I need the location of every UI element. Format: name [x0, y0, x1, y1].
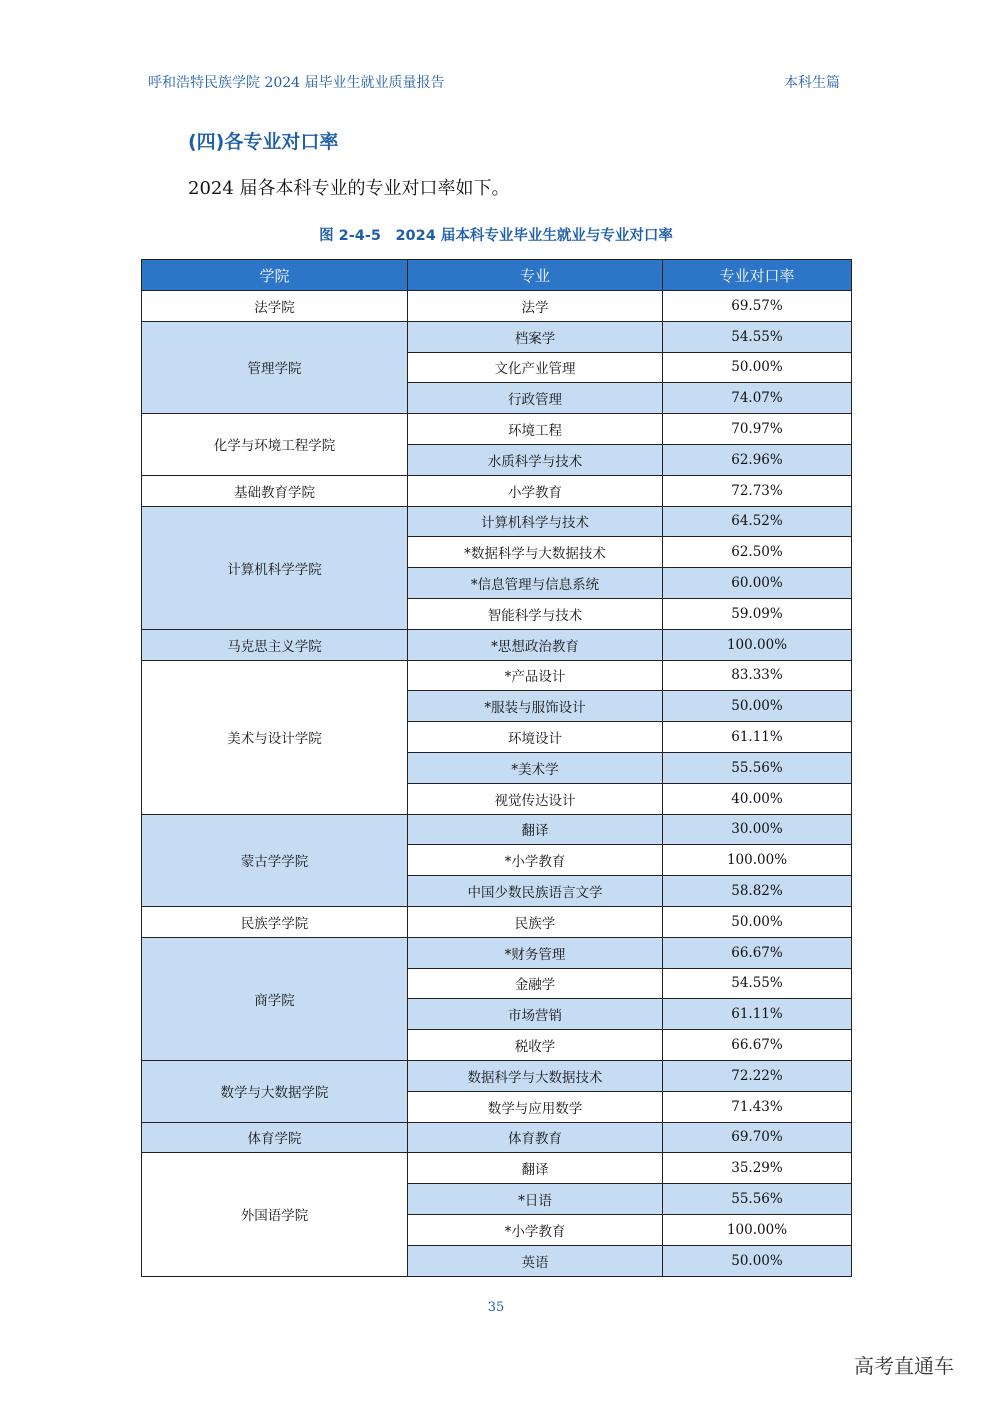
table-row	[142, 414, 852, 445]
major-cell: *信息管理与信息系统	[408, 568, 663, 599]
rate-cell: 72.22%	[663, 1060, 852, 1091]
major-cell: 数据科学与大数据技术	[408, 1060, 663, 1091]
column-header-major: 专业	[408, 260, 663, 291]
rate-cell: 66.67%	[663, 937, 852, 968]
college-cell: 基础教育学院	[142, 475, 408, 506]
college-cell: 民族学学院	[142, 906, 408, 937]
rate-cell: 35.29%	[663, 1153, 852, 1184]
rate-cell: 100.00%	[663, 845, 852, 876]
college-cell: 外国语学院	[142, 1153, 408, 1276]
major-cell: 计算机科学与技术	[408, 506, 663, 537]
major-cell: 中国少数民族语言文学	[408, 876, 663, 907]
major-cell: 小学教育	[408, 475, 663, 506]
table-row	[142, 475, 852, 506]
rate-cell: 58.82%	[663, 876, 852, 907]
major-cell: 环境设计	[408, 722, 663, 753]
major-cell: 智能科学与技术	[408, 598, 663, 629]
major-cell: 水质科学与技术	[408, 444, 663, 475]
table-row	[142, 321, 852, 352]
table-row	[142, 1060, 852, 1091]
major-cell: *小学教育	[408, 845, 663, 876]
table-row	[142, 660, 852, 691]
rate-cell: 50.00%	[663, 352, 852, 383]
running-header-section: 本科生篇	[784, 75, 840, 91]
major-cell: *数据科学与大数据技术	[408, 537, 663, 568]
rate-cell: 60.00%	[663, 568, 852, 599]
rate-cell: 64.52%	[663, 506, 852, 537]
college-cell: 蒙古学学院	[142, 814, 408, 906]
table-row	[142, 814, 852, 845]
major-cell: *产品设计	[408, 660, 663, 691]
major-cell: *日语	[408, 1184, 663, 1215]
table-row	[142, 629, 852, 660]
rate-cell: 100.00%	[663, 629, 852, 660]
rate-cell: 54.55%	[663, 968, 852, 999]
section-title: (四)各专业对口率	[188, 131, 339, 153]
major-cell: 行政管理	[408, 383, 663, 414]
rate-cell: 50.00%	[663, 1245, 852, 1276]
rate-cell: 61.11%	[663, 999, 852, 1030]
rate-cell: 61.11%	[663, 722, 852, 753]
major-cell: *思想政治教育	[408, 629, 663, 660]
college-cell: 美术与设计学院	[142, 660, 408, 814]
watermark-text: 高考直通车	[854, 1354, 954, 1378]
rate-cell: 69.57%	[663, 291, 852, 322]
rate-cell: 30.00%	[663, 814, 852, 845]
column-header-rate: 专业对口率	[663, 260, 852, 291]
intro-paragraph: 2024 届各本科专业的专业对口率如下。	[188, 178, 510, 199]
college-cell: 管理学院	[142, 321, 408, 413]
major-cell: *服装与服饰设计	[408, 691, 663, 722]
major-cell: 税收学	[408, 1030, 663, 1061]
major-cell: 翻译	[408, 814, 663, 845]
major-cell: 视觉传达设计	[408, 783, 663, 814]
rate-cell: 50.00%	[663, 906, 852, 937]
college-cell: 体育学院	[142, 1122, 408, 1153]
major-cell: 数学与应用数学	[408, 1091, 663, 1122]
rate-cell: 83.33%	[663, 660, 852, 691]
major-cell: 英语	[408, 1245, 663, 1276]
table-row	[142, 1122, 852, 1153]
rate-cell: 55.56%	[663, 1184, 852, 1215]
table-header-row	[142, 260, 852, 291]
rate-cell: 54.55%	[663, 321, 852, 352]
college-cell: 数学与大数据学院	[142, 1060, 408, 1122]
table-row	[142, 506, 852, 537]
table-row	[142, 906, 852, 937]
major-cell: 档案学	[408, 321, 663, 352]
major-cell: *美术学	[408, 752, 663, 783]
major-cell: *财务管理	[408, 937, 663, 968]
major-cell: 民族学	[408, 906, 663, 937]
major-cell: 文化产业管理	[408, 352, 663, 383]
rate-cell: 100.00%	[663, 1214, 852, 1245]
major-match-rate-table	[141, 259, 852, 1277]
major-cell: 体育教育	[408, 1122, 663, 1153]
rate-cell: 62.96%	[663, 444, 852, 475]
page-number: 35	[487, 1300, 505, 1315]
college-cell: 计算机科学学院	[142, 506, 408, 629]
college-cell: 马克思主义学院	[142, 629, 408, 660]
rate-cell: 69.70%	[663, 1122, 852, 1153]
table-row	[142, 291, 852, 322]
table-row	[142, 1153, 852, 1184]
major-cell: 法学	[408, 291, 663, 322]
rate-cell: 66.67%	[663, 1030, 852, 1061]
column-header-college: 学院	[142, 260, 408, 291]
rate-cell: 62.50%	[663, 537, 852, 568]
rate-cell: 74.07%	[663, 383, 852, 414]
major-cell: 金融学	[408, 968, 663, 999]
rate-cell: 71.43%	[663, 1091, 852, 1122]
rate-cell: 72.73%	[663, 475, 852, 506]
figure-caption: 图 2-4-5 2024 届本科专业毕业生就业与专业对口率	[319, 228, 673, 244]
college-cell: 法学院	[142, 291, 408, 322]
college-cell: 商学院	[142, 937, 408, 1060]
major-cell: 市场营销	[408, 999, 663, 1030]
table-row	[142, 937, 852, 968]
major-cell: 翻译	[408, 1153, 663, 1184]
running-header-title: 呼和浩特民族学院 2024 届毕业生就业质量报告	[148, 75, 445, 91]
rate-cell: 55.56%	[663, 752, 852, 783]
rate-cell: 40.00%	[663, 783, 852, 814]
major-cell: 环境工程	[408, 414, 663, 445]
rate-cell: 70.97%	[663, 414, 852, 445]
rate-cell: 50.00%	[663, 691, 852, 722]
rate-cell: 59.09%	[663, 598, 852, 629]
major-cell: *小学教育	[408, 1214, 663, 1245]
college-cell: 化学与环境工程学院	[142, 414, 408, 476]
